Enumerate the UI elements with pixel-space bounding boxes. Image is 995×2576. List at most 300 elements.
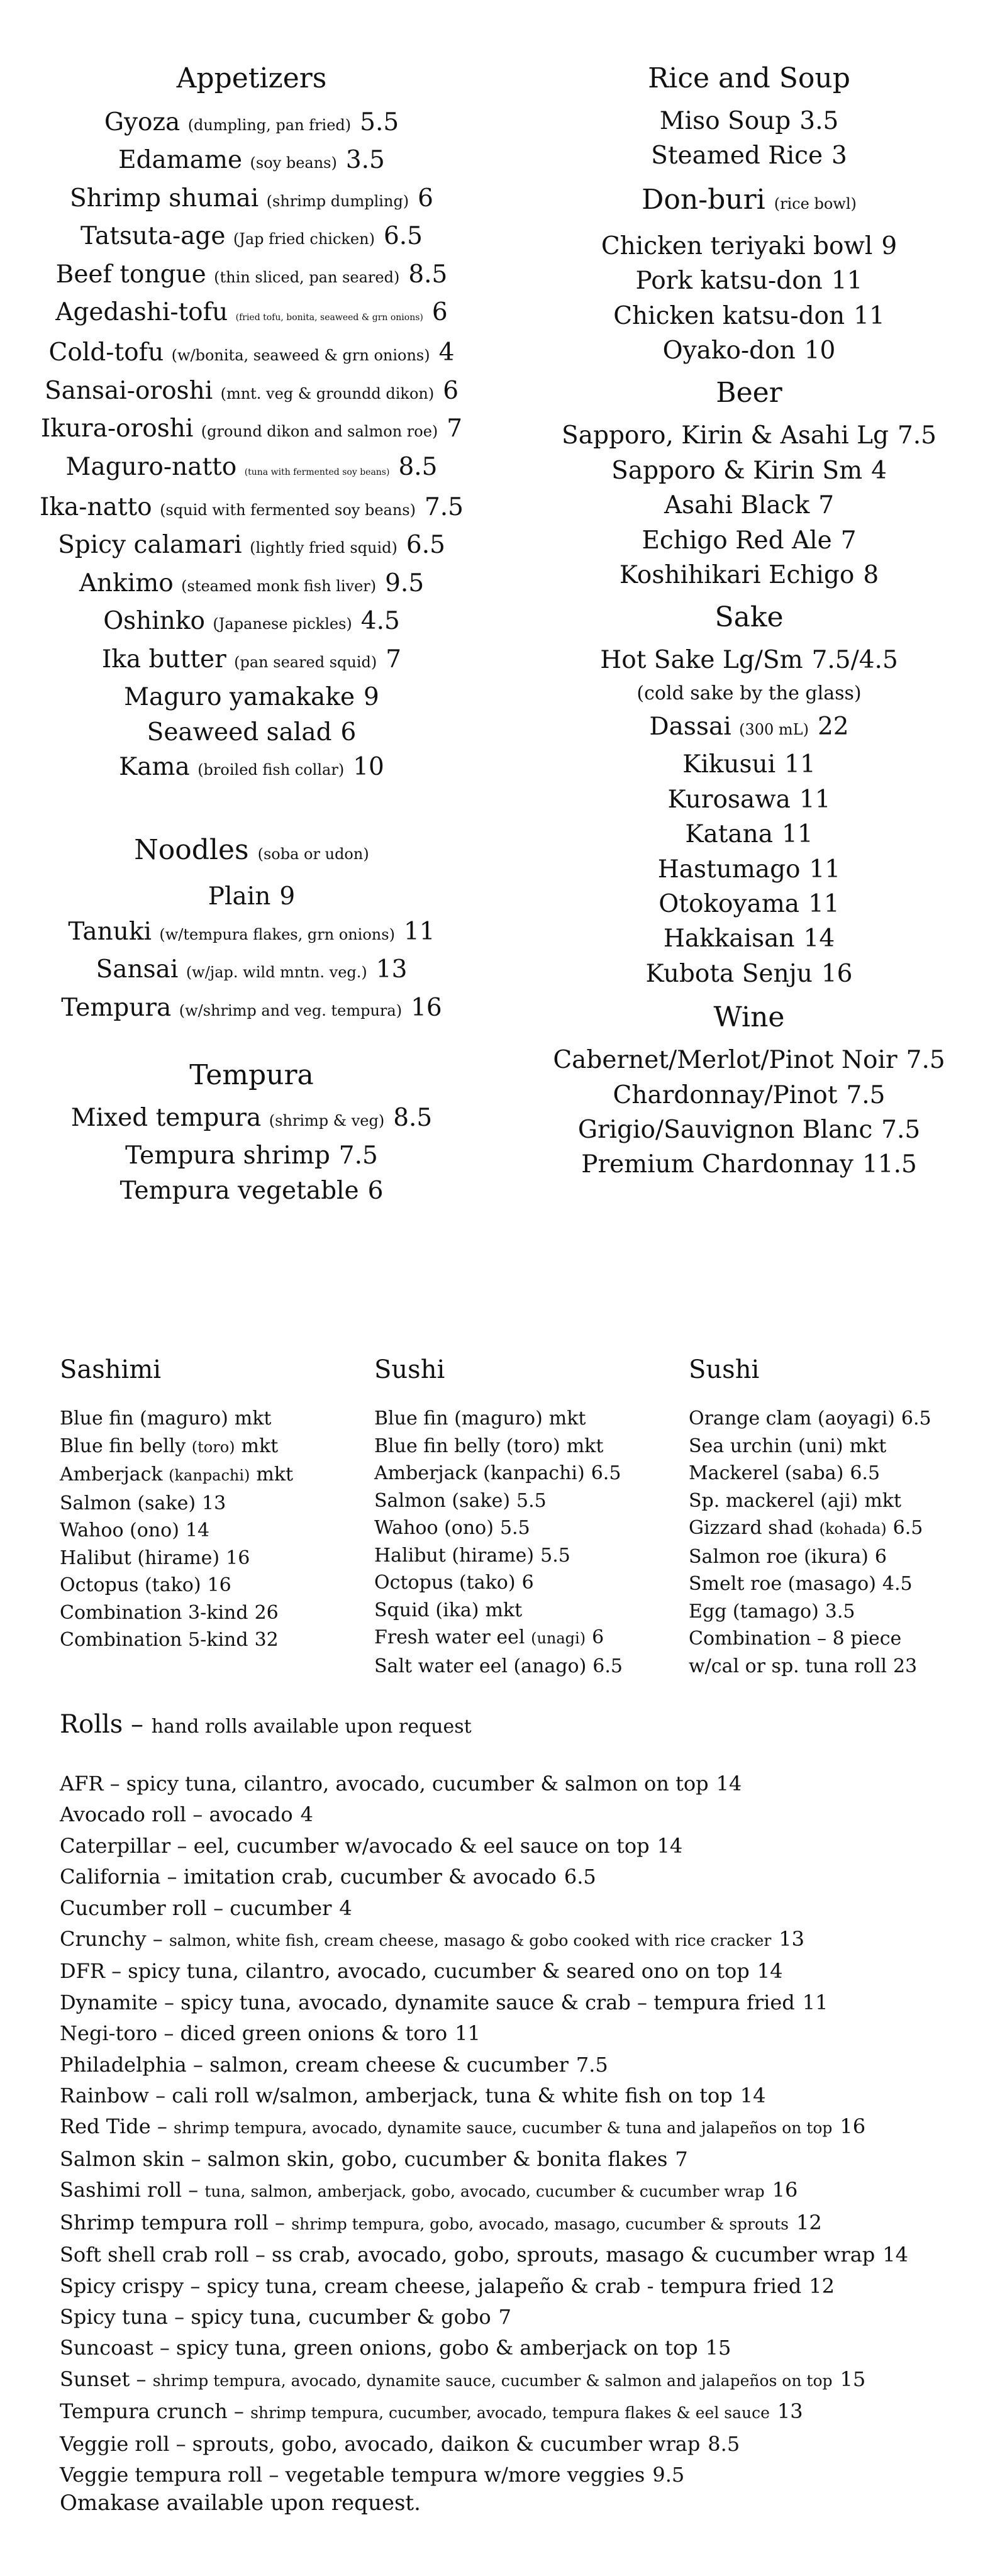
sushi-item xyxy=(60,1517,349,1545)
item-price: 6 xyxy=(367,1176,384,1205)
item-price: 9 xyxy=(279,882,296,911)
roll-description: shrimp tempura, cucumber, avocado, tempura flakes & eel sauce xyxy=(250,2404,770,2423)
menu-item xyxy=(503,138,995,173)
sushi-price: mkt xyxy=(849,1435,887,1457)
section-subtitle: (rice bowl) xyxy=(774,194,857,213)
menu-item xyxy=(0,642,503,680)
item-price: 11 xyxy=(808,889,840,918)
item-price: 8.5 xyxy=(398,452,438,481)
menu-item xyxy=(0,1174,503,1208)
roll-description: spicy tuna, cream cheese, jalapeño & crab - tempura fried xyxy=(206,2273,802,2298)
roll-description: cali roll w/salmon, amberjack, tuna & white fish on top xyxy=(172,2084,733,2108)
sushi-name: w/cal or sp. tuna roll xyxy=(689,1655,887,1677)
sushi-column-2 xyxy=(689,1352,984,1680)
roll-name: Veggie roll xyxy=(60,2431,170,2456)
menu-section xyxy=(503,999,995,1182)
roll-description: spicy tuna, green onions, gobo & amberjack on top xyxy=(176,2336,698,2360)
item-name: Gyoza xyxy=(104,108,181,136)
menu-item-list xyxy=(503,229,995,369)
roll-price: 11 xyxy=(455,2021,481,2046)
sushi-price: mkt xyxy=(548,1407,586,1430)
menu-item xyxy=(0,143,503,180)
sushi-price: mkt xyxy=(864,1489,901,1512)
item-description: (ground dikon and salmon roe) xyxy=(201,423,438,441)
item-name: Chicken katsu-don xyxy=(613,301,845,330)
roll-price: 12 xyxy=(809,2273,835,2298)
roll-name: Spicy tuna xyxy=(60,2304,168,2329)
roll-name: Sashimi roll xyxy=(60,2178,182,2202)
menu-item xyxy=(0,1138,503,1173)
roll-name: Suncoast xyxy=(60,2336,153,2360)
roll-item: Shrimp tempura roll – shrimp tempura, gobo, avocado, masago, cucumber & sprouts 12 xyxy=(60,2210,822,2235)
roll-price: 15 xyxy=(705,2336,731,2360)
sushi-name: Combination 5-kind xyxy=(60,1629,248,1651)
item-description: (dumpling, pan fried) xyxy=(187,116,352,134)
item-description: (w/shrimp and veg. tempura) xyxy=(179,1001,403,1019)
section-heading xyxy=(503,181,995,223)
roll-name: California xyxy=(60,1865,161,1889)
sushi-name: Salmon (sake) xyxy=(60,1492,196,1514)
item-name: Plain xyxy=(208,882,271,911)
menu-item xyxy=(503,678,995,709)
rolls-list xyxy=(60,1768,984,2490)
roll-price: 7 xyxy=(498,2304,511,2329)
section-title: Beer xyxy=(716,377,782,409)
rolls-section xyxy=(60,1706,984,2490)
sushi-name: Mackerel (saba) xyxy=(689,1462,844,1484)
roll-description: avocado xyxy=(209,1802,293,1827)
item-price: 7.5 xyxy=(846,1080,886,1109)
item-price: 4 xyxy=(871,456,887,485)
item-name: Koshihikari Echigo xyxy=(619,561,855,590)
sushi-price: 23 xyxy=(892,1655,918,1677)
roll-item: Negi-toro – diced green onions & toro 11 xyxy=(60,2021,481,2046)
menu-section xyxy=(503,60,995,174)
item-name: Kikusui xyxy=(682,750,776,779)
item-price: 7 xyxy=(386,645,402,674)
roll-item: DFR – spicy tuna, cilantro, avocado, cucumber & seared ono on top 14 xyxy=(60,1959,783,1984)
item-price: 7.5 xyxy=(881,1115,921,1144)
roll-item: Soft shell crab roll – ss crab, avocado, gobo, sprouts, masago & cucumber wrap 14 xyxy=(60,2243,908,2267)
roll-price: 14 xyxy=(716,1772,742,1796)
roll-price: 14 xyxy=(757,1959,783,1984)
roll-item: Sunset – shrimp tempura, avocado, dynamite sauce, cucumber & salmon and jalapeños on top 15 xyxy=(60,2367,866,2391)
roll-description: shrimp tempura, avocado, dynamite sauce, cucumber & tuna and jalapeños on top xyxy=(174,2119,833,2138)
item-name: Premium Chardonnay xyxy=(581,1150,853,1179)
item-price: 4 xyxy=(438,338,455,367)
menu-item xyxy=(503,782,995,817)
roll-item: Salmon skin – salmon skin, gobo, cucumber & bonita flakes 7 xyxy=(60,2146,688,2171)
item-name: Chardonnay/Pinot xyxy=(613,1080,838,1109)
roll-description: shrimp tempura, gobo, avocado, masago, cucumber & sprouts xyxy=(291,2214,789,2233)
menu-item xyxy=(0,257,503,295)
item-name: Tanuki xyxy=(68,917,152,946)
roll-item: Philadelphia – salmon, cream cheese & cucumber 7.5 xyxy=(60,2052,608,2077)
roll-price: 11 xyxy=(802,1990,828,2014)
item-description: (Japanese pickles) xyxy=(213,615,352,633)
item-price: 7.5/4.5 xyxy=(811,646,898,675)
sashimi-list xyxy=(60,1405,349,1654)
menu-item xyxy=(0,219,503,257)
item-description: (w/tempura flakes, grn onions) xyxy=(159,925,395,943)
roll-item: Crunchy – salmon, white fish, cream cheese, masago & gobo cooked with rice cracker 13 xyxy=(60,1927,804,1951)
item-price: 8.5 xyxy=(408,260,448,289)
item-price: 10 xyxy=(353,752,384,781)
sushi-name: Octopus (tako) xyxy=(374,1572,516,1594)
sushi-name: Blue fin (maguro) xyxy=(374,1407,543,1430)
item-name: Oshinko xyxy=(103,607,205,636)
sushi-name: Fresh water eel xyxy=(374,1626,525,1648)
item-name: Ankimo xyxy=(79,569,174,597)
sushi-japanese-name: (kohada) xyxy=(819,1520,887,1538)
sushi-name: Salmon roe (ikura) xyxy=(689,1545,869,1568)
sushi-item xyxy=(689,1543,984,1571)
sushi-item xyxy=(689,1487,984,1515)
item-price: 7 xyxy=(840,526,857,555)
roll-description: salmon skin, gobo, cucumber & bonita flakes xyxy=(207,2146,668,2171)
roll-description: tuna, salmon, amberjack, gobo, avocado, cucumber & cucumber wrap xyxy=(204,2182,765,2201)
item-price: 10 xyxy=(804,336,836,365)
item-name: Maguro yamakake xyxy=(124,683,355,712)
item-price: 3.5 xyxy=(799,107,839,135)
item-description: (squid with fermented soy beans) xyxy=(160,501,416,519)
item-description: (lightly fried squid) xyxy=(250,539,397,557)
roll-price: 13 xyxy=(779,1927,804,1951)
item-name: Hot Sake Lg/Sm xyxy=(600,646,803,675)
roll-item: Avocado roll – avocado 4 xyxy=(60,1802,313,1827)
sushi-name: Salt water eel (anago) xyxy=(374,1655,587,1677)
sashimi-heading: Sashimi xyxy=(60,1355,162,1384)
item-name: Cold-tofu xyxy=(48,338,164,367)
menu-item xyxy=(0,490,503,528)
item-price: 16 xyxy=(821,959,853,988)
item-price: 7 xyxy=(818,491,835,520)
item-name: Echigo Red Ale xyxy=(642,526,832,555)
roll-description: ss crab, avocado, gobo, sprouts, masago & cucumber wrap xyxy=(272,2243,875,2267)
roll-item: Spicy tuna – spicy tuna, cucumber & gobo 7 xyxy=(60,2304,511,2329)
item-description: (soy beans) xyxy=(250,154,337,172)
roll-description: salmon, white fish, cream cheese, masago & gobo cooked with rice cracker xyxy=(169,1931,772,1950)
item-name: Mixed tempura xyxy=(70,1103,262,1132)
item-name: Steamed Rice xyxy=(651,142,823,170)
menu-item xyxy=(503,299,995,333)
roll-description: shrimp tempura, avocado, dynamite sauce, cucumber & salmon and jalapeños on top xyxy=(152,2371,833,2390)
item-description: (tuna with fermented soy beans) xyxy=(244,467,390,477)
sushi-list-1 xyxy=(374,1405,670,1680)
sushi-price: mkt xyxy=(256,1463,294,1485)
roll-description: imitation crab, cucumber & avocado xyxy=(183,1865,557,1889)
sushi-name: Salmon (sake) xyxy=(374,1489,511,1512)
sushi-price: 4.5 xyxy=(882,1573,913,1595)
sushi-name: Amberjack (kanpachi) xyxy=(374,1462,585,1484)
item-price: 13 xyxy=(375,955,408,984)
sushi-item xyxy=(689,1598,984,1626)
sushi-price: 6.5 xyxy=(892,1517,923,1539)
menu-item xyxy=(0,374,503,411)
roll-price: 14 xyxy=(882,2243,908,2267)
sushi-name: Egg (tamago) xyxy=(689,1600,819,1623)
menu-item xyxy=(0,952,503,990)
sushi-japanese-name: (kanpachi) xyxy=(169,1467,250,1484)
sushi-item xyxy=(374,1653,670,1680)
menu-section xyxy=(0,1057,503,1208)
item-name: Seaweed salad xyxy=(147,718,332,747)
roll-item: Rainbow – cali roll w/salmon, amberjack, tuna & white fish on top 14 xyxy=(60,2084,766,2108)
menu-item xyxy=(503,1113,995,1147)
menu-item xyxy=(0,566,503,604)
roll-description: spicy tuna, cucumber & gobo xyxy=(191,2304,491,2329)
menu-item xyxy=(503,1043,995,1077)
item-name: Dassai xyxy=(649,712,731,741)
sushi-heading-2: Sushi xyxy=(689,1355,760,1384)
menu-item xyxy=(503,852,995,887)
menu-item xyxy=(0,450,503,490)
sushi-price: 14 xyxy=(185,1519,210,1541)
sushi-item xyxy=(374,1542,670,1570)
item-price: 11 xyxy=(853,301,885,330)
item-price: 7.5 xyxy=(897,421,937,450)
sushi-item xyxy=(374,1487,670,1515)
roll-price: 8.5 xyxy=(708,2431,740,2456)
item-description: (Jap fried chicken) xyxy=(233,230,375,248)
sushi-name: Combination – 8 piece xyxy=(689,1628,902,1650)
item-name: Shrimp shumai xyxy=(69,184,259,213)
menu-section xyxy=(503,181,995,369)
roll-description: spicy tuna, avocado, dynamite sauce & crab – tempura fried xyxy=(181,1990,795,2014)
item-price: 11 xyxy=(809,855,841,884)
sushi-price: 5.5 xyxy=(540,1544,570,1567)
section-heading xyxy=(0,831,503,873)
menu-item xyxy=(503,643,995,677)
menu-item-list xyxy=(0,879,503,1028)
item-description: (w/bonita, seaweed & grn onions) xyxy=(171,347,430,365)
sushi-price: 6 xyxy=(874,1545,887,1568)
item-name: Chicken teriyaki bowl xyxy=(601,231,873,260)
item-price: 11.5 xyxy=(862,1150,917,1179)
sushi-item xyxy=(60,1545,349,1572)
roll-description: vegetable tempura w/more veggies xyxy=(285,2462,645,2487)
sushi-name: Sp. mackerel (aji) xyxy=(689,1489,859,1512)
sushi-item xyxy=(60,1405,349,1433)
item-description: (cold sake by the glass) xyxy=(636,682,862,704)
item-price: 7.5 xyxy=(906,1046,945,1075)
menu-item xyxy=(0,680,503,714)
menu-item xyxy=(503,333,995,368)
roll-name: Soft shell crab roll xyxy=(60,2243,249,2267)
sushi-name: Gizzard shad xyxy=(689,1517,813,1539)
menu-item xyxy=(503,488,995,523)
sushi-name: Halibut (hirame) xyxy=(374,1544,535,1567)
sushi-price: 13 xyxy=(202,1492,226,1514)
menu-item xyxy=(503,1147,995,1182)
menu-item-list xyxy=(503,643,995,991)
menu-item xyxy=(503,709,995,747)
menu-item-list xyxy=(0,1101,503,1208)
menu-item xyxy=(0,295,503,335)
sushi-price: 6 xyxy=(521,1572,534,1594)
item-price: 9.5 xyxy=(385,569,425,597)
menu-item xyxy=(0,105,503,143)
menu-item xyxy=(0,335,503,373)
item-name: Oyako-don xyxy=(662,336,796,365)
roll-name: Dynamite xyxy=(60,1990,158,2014)
sushi-item xyxy=(689,1433,984,1460)
roll-description: spicy tuna, cilantro, avocado, cucumber & salmon on top xyxy=(126,1772,709,1796)
item-price: 6 xyxy=(418,184,433,213)
roll-description: cucumber xyxy=(230,1896,332,1920)
roll-item: Dynamite – spicy tuna, avocado, dynamite sauce & crab – tempura fried 11 xyxy=(60,1990,828,2014)
sushi-name: Smelt roe (masago) xyxy=(689,1573,876,1595)
section-title: Sake xyxy=(714,601,784,634)
item-description: (shrimp & veg) xyxy=(269,1111,385,1130)
roll-name: Negi-toro xyxy=(60,2021,158,2046)
item-name: Maguro-natto xyxy=(65,452,237,481)
left-menu-column xyxy=(0,60,503,1208)
menu-item-list xyxy=(0,105,503,787)
item-name: Kama xyxy=(119,752,190,781)
roll-price: 4 xyxy=(339,1896,352,1920)
sushi-name: Halibut (hirame) xyxy=(60,1546,220,1569)
roll-name: Philadelphia xyxy=(60,2052,187,2077)
sashimi-column xyxy=(60,1352,349,1654)
sushi-item xyxy=(60,1490,349,1518)
item-price: 9 xyxy=(881,231,898,260)
item-price: 6 xyxy=(431,298,448,327)
item-price: 8 xyxy=(863,561,879,590)
roll-name: Red Tide xyxy=(60,2114,151,2139)
item-description: (w/jap. wild mntn. veg.) xyxy=(186,963,367,982)
roll-name: Caterpillar xyxy=(60,1833,171,1858)
item-name: Sansai-oroshi xyxy=(44,376,213,405)
item-price: 5.5 xyxy=(360,108,399,136)
roll-description: sprouts, gobo, avocado, daikon & cucumber wrap xyxy=(192,2431,701,2456)
sushi-name: Sea urchin (uni) xyxy=(689,1435,843,1457)
item-name: Kubota Senju xyxy=(645,959,813,988)
section-title: Noodles xyxy=(134,834,249,867)
right-menu-column xyxy=(503,60,995,1182)
roll-description: eel, cucumber w/avocado & eel sauce on top xyxy=(193,1833,650,1858)
item-name: Cabernet/Merlot/Pinot Noir xyxy=(553,1046,898,1075)
sushi-price: 16 xyxy=(207,1574,231,1596)
item-name: Ikura-oroshi xyxy=(40,414,194,443)
sushi-price: 6.5 xyxy=(591,1462,621,1484)
item-price: 6 xyxy=(340,718,357,747)
item-description: (thin sliced, pan seared) xyxy=(214,268,400,286)
item-name: Hakkaisan xyxy=(663,924,795,953)
sushi-price: mkt xyxy=(234,1407,272,1430)
roll-item: AFR – spicy tuna, cilantro, avocado, cucumber & salmon on top 14 xyxy=(60,1772,742,1796)
menu-item xyxy=(0,879,503,914)
roll-item: California – imitation crab, cucumber & avocado 6.5 xyxy=(60,1865,596,1889)
section-heading xyxy=(503,599,995,636)
sushi-item xyxy=(374,1624,670,1653)
item-name: Grigio/Sauvignon Blanc xyxy=(577,1115,873,1144)
item-price: 11 xyxy=(784,750,816,779)
sushi-name: Squid (ika) xyxy=(374,1599,479,1621)
item-price: 6.5 xyxy=(383,222,423,251)
item-price: 3.5 xyxy=(345,146,385,175)
roll-item: Veggie roll – sprouts, gobo, avocado, daikon & cucumber wrap 8.5 xyxy=(60,2431,740,2456)
menu-item xyxy=(503,104,995,138)
item-price: 7.5 xyxy=(338,1141,378,1170)
menu-item xyxy=(503,817,995,852)
sushi-item xyxy=(60,1433,349,1462)
item-name: Tempura vegetable xyxy=(120,1176,359,1205)
roll-name: Shrimp tempura roll xyxy=(60,2210,269,2235)
sushi-price: 6.5 xyxy=(901,1407,931,1430)
item-name: Asahi Black xyxy=(664,491,810,520)
item-price: 6 xyxy=(443,376,459,405)
menu-item-list xyxy=(503,104,995,174)
sushi-price: 32 xyxy=(254,1629,279,1651)
omakase-note: Omakase available upon request. xyxy=(60,2490,421,2516)
item-name: Pork katsu-don xyxy=(635,267,823,296)
sushi-price: 26 xyxy=(254,1601,279,1624)
item-name: Tempura xyxy=(61,993,172,1022)
roll-item: Red Tide – shrimp tempura, avocado, dynamite sauce, cucumber & tuna and jalapeños on top 16 xyxy=(60,2114,866,2139)
section-title: Rice and Soup xyxy=(648,62,850,94)
item-name: Miso Soup xyxy=(659,107,791,135)
roll-price: 14 xyxy=(657,1833,683,1858)
roll-name: Crunchy xyxy=(60,1927,147,1951)
rolls-heading xyxy=(60,1706,984,1746)
sushi-item xyxy=(60,1572,349,1599)
item-price: 11 xyxy=(782,820,813,849)
roll-name: Avocado roll xyxy=(60,1802,187,1827)
roll-price: 9.5 xyxy=(652,2462,685,2487)
item-name: Tempura shrimp xyxy=(125,1141,330,1170)
roll-item: Caterpillar – eel, cucumber w/avocado & eel sauce on top 14 xyxy=(60,1833,683,1858)
item-name: Kurosawa xyxy=(667,785,791,814)
item-price: 8.5 xyxy=(393,1103,433,1132)
roll-price: 7 xyxy=(675,2146,688,2171)
item-name: Otokoyama xyxy=(659,889,800,918)
sushi-name: Amberjack xyxy=(60,1463,163,1485)
item-price: 6.5 xyxy=(406,531,445,560)
menu-item xyxy=(0,411,503,449)
sushi-price: 16 xyxy=(226,1546,250,1569)
roll-price: 14 xyxy=(740,2084,766,2108)
sushi-name: Blue fin (maguro) xyxy=(60,1407,228,1430)
sushi-item xyxy=(374,1433,670,1460)
section-subtitle: (soba or udon) xyxy=(257,845,369,863)
item-description: (mnt. veg & groundd dikon) xyxy=(220,384,435,402)
roll-description: salmon, cream cheese & cucumber xyxy=(209,2052,569,2077)
menu-item xyxy=(503,957,995,991)
item-name: Sansai xyxy=(96,955,179,984)
roll-name: Rainbow xyxy=(60,2084,149,2108)
sushi-price: mkt xyxy=(241,1435,279,1457)
sushi-item xyxy=(374,1460,670,1487)
menu-item xyxy=(503,887,995,921)
sushi-japanese-name: (unagi) xyxy=(531,1629,586,1647)
item-price: 16 xyxy=(411,993,442,1022)
sushi-name: Orange clam (aoyagi) xyxy=(689,1407,895,1430)
section-title: Appetizers xyxy=(176,62,327,94)
item-description: (fried tofu, bonita, seaweed & grn onions) xyxy=(235,313,423,323)
sushi-item xyxy=(374,1569,670,1597)
sushi-price: mkt xyxy=(485,1599,523,1621)
item-name: Ika butter xyxy=(101,645,226,674)
item-price: 14 xyxy=(803,924,835,953)
sushi-price: 5.5 xyxy=(499,1517,530,1539)
item-name: Sapporo, Kirin & Asahi Lg xyxy=(562,421,889,450)
sushi-name: Wahoo (ono) xyxy=(60,1519,179,1541)
sushi-item xyxy=(689,1570,984,1598)
item-price: 22 xyxy=(817,712,849,741)
sushi-item xyxy=(60,1626,349,1654)
item-name: Tatsuta-age xyxy=(81,222,226,251)
